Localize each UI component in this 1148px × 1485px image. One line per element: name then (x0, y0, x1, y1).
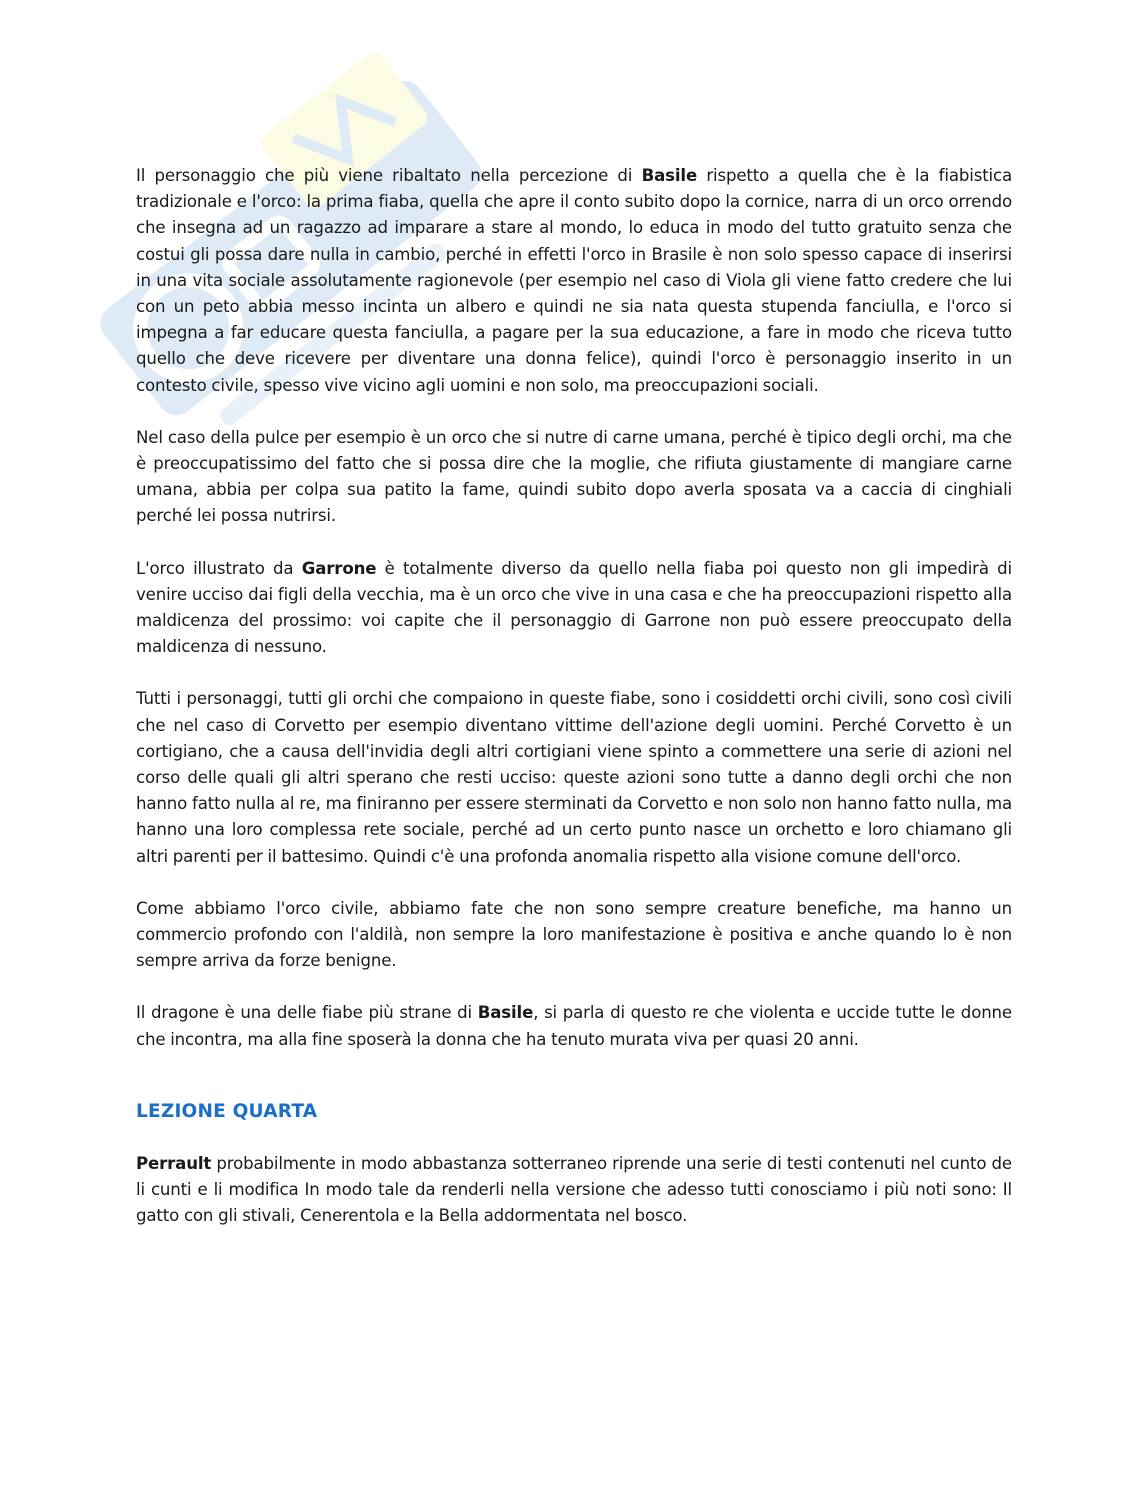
paragraph (136, 1151, 1012, 1230)
text-run: Tutti i personaggi, tutti gli orchi che compaiono in queste fiabe, sono i cosiddetti orchi civili, sono così civili che nel caso di Corvetto per esempio diventano vittime dell'azione degli uomini. Perché Corvetto è un cortigiano, che a causa dell'invidia degli altri cortigiani viene spinto a commettere una serie di azioni nel corso delle quali gli altri sperano che resti ucciso: queste azioni sono tutte a danno degli orchi che non hanno fatto nulla al re, ma finiranno per essere sterminati da Corvetto e non solo non hanno fatto nulla, ma hanno una loro complessa rete sociale, perché ad un certo punto nasce un orchetto e loro chiamano gli altri parenti per il battesimo. Quindi c'è una profonda anomalia rispetto alla visione comune dell'orco. (136, 689, 1012, 866)
paragraph (136, 556, 1012, 661)
bold-name: Garrone (301, 558, 377, 578)
text-run: è totalmente diverso da quello nella fiaba poi questo non gli impedirà di venire ucciso dai figli della vecchia, ma è un orco che vive in una casa e che ha preoccupazioni rispetto alla maldicenza del prossimo: voi capite che il personaggio di Garrone non può essere preoccupato della maldicenza di nessuno. (136, 558, 1012, 657)
text-run: probabilmente in modo abbastanza sotterraneo riprende una serie di testi contenuti nel cunto de li cunti e li modifica In modo tale da renderli nella versione che adesso tutti conosciamo i più noti sono: Il gatto con gli stivali, Cenerentola e la Bella addormentata nel bosco. (136, 1153, 1012, 1226)
bold-name: Basile (477, 1003, 534, 1023)
text-run: Il dragone è una delle fiabe più strane di (136, 1003, 478, 1023)
text-run: rispetto a quella che è la fiabistica tradizionale e l'orco: la prima fiaba, quella che apre il conto subito dopo la cornice, narra di un orco orrendo che insegna ad un ragazzo ad imparare a stare al mondo, lo educa in modo del tutto gratuito senza che costui gli possa dare nulla in cambio, perché in effetti l'orco in Brasile è non solo spesso capace di inserirsi in una vita sociale assolutamente ragionevole (per esempio nel caso di Viola gli viene fatto credere che lui con un peto abbia messo incinta un albero e quindi ne sia nata questa stupenda fanciulla, e l'orco si impegna a far educare questa fanciulla, a pagare per la sua educazione, a fare in modo che riceva tutto quello che deve ricevere per diventare una donna felice), quindi l'orco è personaggio inserito in un contesto civile, spesso vive vicino agli uomini e non solo, ma preoccupazioni sociali. (136, 166, 1012, 395)
text-run: Come abbiamo l'orco civile, abbiamo fate che non sono sempre creature benefiche, ma hanno un commercio profondo con l'aldilà, non sempre la loro manifestazione è positiva e anche quando lo è non sempre arriva da forze benigne. (136, 898, 1012, 971)
document-body (136, 163, 1012, 1256)
paragraph-group-after-heading (136, 1151, 1012, 1230)
text-run: Il personaggio che più viene ribaltato nella percezione di (136, 166, 642, 185)
paragraph (136, 163, 1012, 399)
paragraph (136, 686, 1012, 869)
paragraph (136, 1000, 1012, 1052)
text-run: Nel caso della pulce per esempio è un orco che si nutre di carne umana, perché è tipico degli orchi, ma che è preoccupatissimo del fatto che si possa dire che la moglie, che rifiuta giustamente di mangiare carne umana, abbia per colpa sua patito la fame, quindi subito dopo averla sposata va a caccia di cinghiali perché lei possa nutrirsi. (136, 427, 1012, 526)
paragraph (136, 425, 1012, 530)
bold-name: Basile (641, 166, 698, 185)
paragraph (136, 896, 1012, 975)
bold-name: Perrault (136, 1153, 212, 1173)
text-run: L'orco illustrato da (136, 558, 302, 578)
text-run: , si parla di questo re che violenta e uccide tutte le donne che incontra, ma alla fine sposerà la donna che ha tenuto murata viva per quasi 20 anni. (136, 1003, 1012, 1049)
paragraph-group-main (136, 163, 1012, 1053)
section-heading: LEZIONE QUARTA (136, 1100, 318, 1122)
